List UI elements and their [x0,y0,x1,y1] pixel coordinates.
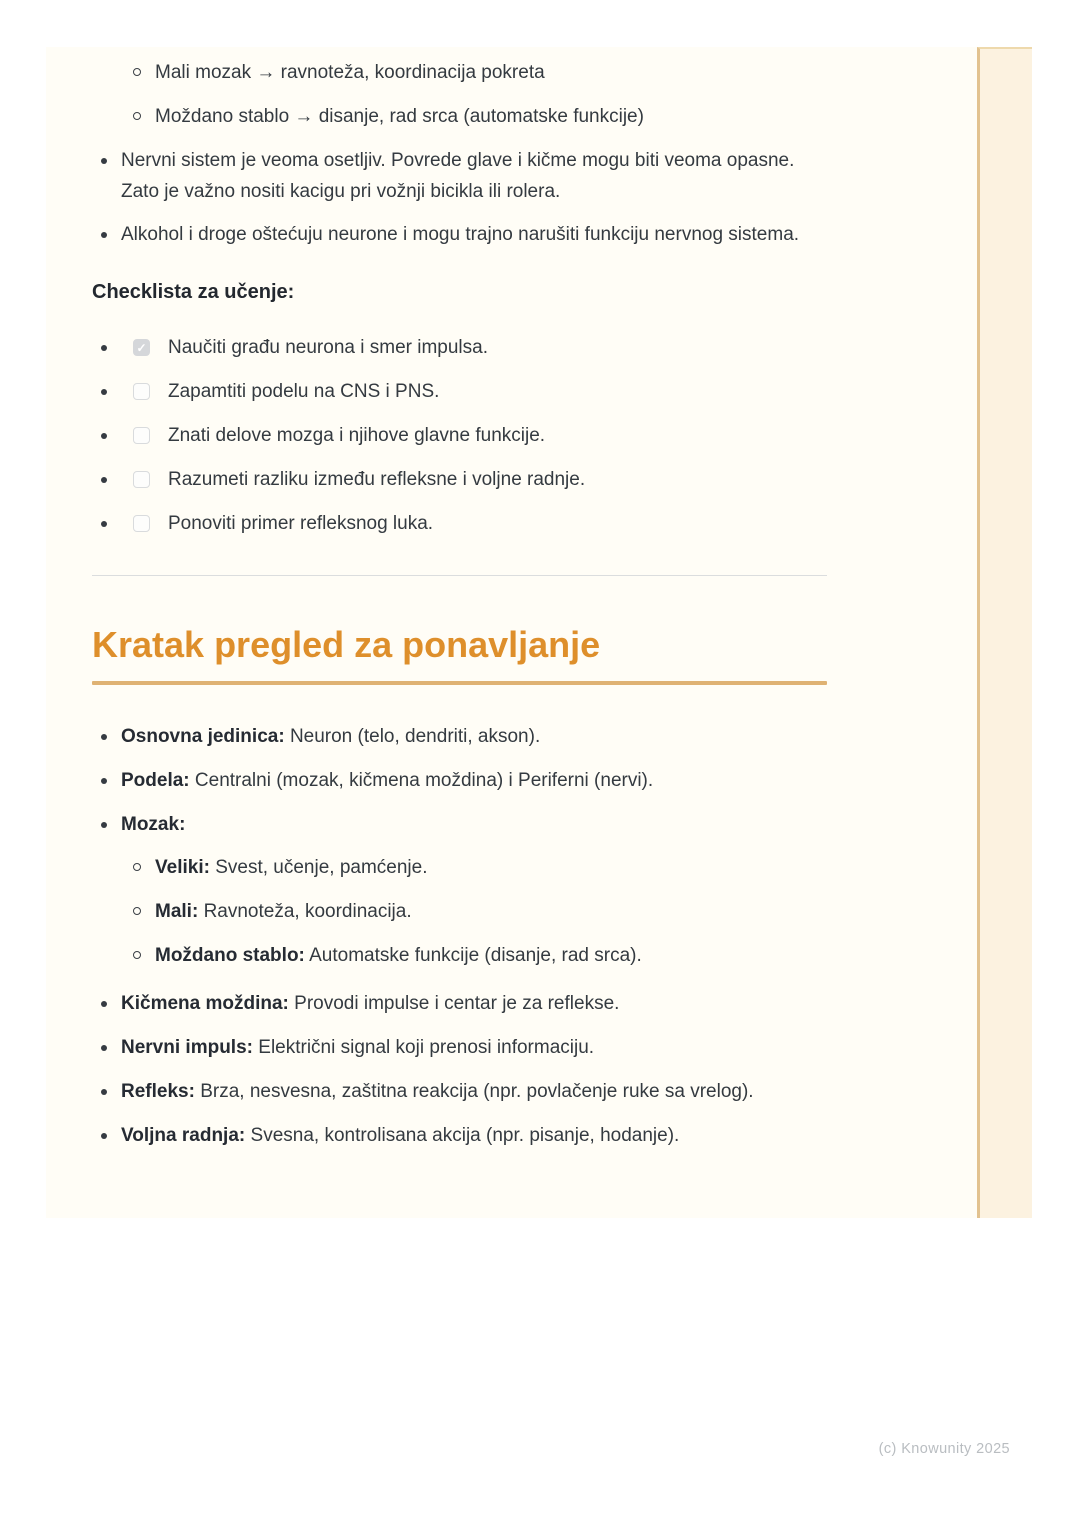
term-label: Voljna radnja: [121,1125,246,1146]
bullet-dot-icon [101,822,107,828]
list-item-text [121,765,653,796]
checklist-item-label: Razumeti razliku između refleksne i voljne radnje. [168,469,586,490]
term-label: Osnovna jedinica: [121,726,285,747]
term-definition: Automatske funkcije (disanje, rad srca). [309,945,642,966]
list-item-text [121,1120,679,1151]
bullet-dot-icon [101,778,107,784]
list-item-text [121,809,185,840]
list-item-text [121,1076,754,1107]
bullet-dot-icon [101,158,107,164]
list-item [92,1032,827,1063]
page-content [46,47,827,1151]
list-item [92,940,827,971]
bullet-dot-icon [101,1001,107,1007]
checkbox[interactable] [133,339,150,356]
checklist-item-label: Znati delove mozga i njihove glavne funkcije. [168,425,546,446]
copyright-footer: (c) Knowunity 2025 [878,1441,1010,1457]
term-label: Moždano stablo: [155,945,305,966]
bullet-dot-icon [101,1089,107,1095]
circle-bullet-icon [133,951,141,959]
checklist-item [92,508,827,539]
term-definition: Brza, nesvesna, zaštitna reakcija (npr. povlačenje ruke sa vrelog). [200,1081,754,1102]
circle-bullet-icon [133,907,141,915]
term-definition: Svesna, kontrolisana akcija (npr. pisanje, hodanje). [250,1125,680,1146]
bullet-dot-icon [101,1045,107,1051]
term-label: Podela: [121,770,190,791]
checklist-item-label: Zapamtiti podelu na CNS i PNS. [168,381,440,402]
list-item-text: Alkohol i droge oštećuju neurone i mogu trajno narušiti funkciju nervnog sistema. [121,224,800,245]
list-item [92,809,827,840]
checkbox[interactable] [133,427,150,444]
term-label: Mali: [155,901,199,922]
term-label: Veliki: [155,857,210,878]
checkmark-icon: ✓ [136,340,147,355]
list-item-text [155,940,642,971]
section-heading: Kratak pregled za ponavljanje [92,624,601,665]
list-item-text [155,896,412,927]
term-label: Refleks: [121,1081,195,1102]
circle-bullet-icon [133,863,141,871]
list-item [92,765,827,796]
summary-sub-list [92,852,827,971]
term-definition: Svest, učenje, pamćenje. [215,857,428,878]
term-definition: Električni signal koji prenosi informaciju. [258,1037,595,1058]
list-item [92,721,827,752]
list-item-text: Nervni sistem je veoma osetljiv. Povrede glave i kičme mogu biti veoma opasne. Zato je važno nositi kacigu pri vožnji bicikla ili rolera. [121,150,795,202]
list-item [92,219,827,250]
circle-bullet-icon [133,68,141,76]
term-definition: Provodi impulse i centar je za reflekse. [294,993,620,1014]
list-item [92,101,827,132]
section-divider [92,575,827,576]
list-item-text: Mali mozak → ravnoteža, koordinacija pokreta [155,62,545,83]
checkbox[interactable] [133,515,150,532]
list-item [92,1120,827,1151]
bullet-dot-icon [101,521,107,527]
bullet-dot-icon [101,433,107,439]
list-item [92,145,827,207]
term-definition: Centralni (mozak, kičmena moždina) i Periferni (nervi). [194,770,654,791]
checklist-item [92,332,827,363]
list-item [92,852,827,883]
list-item-text [155,852,428,883]
list-item [92,1076,827,1107]
term-definition: Ravnoteža, koordinacija. [203,901,412,922]
page-edge-stripe [977,47,1032,1218]
bullet-dot-icon [101,477,107,483]
checklist-item [92,420,827,451]
checklist-title: Checklista za učenje: [92,281,295,303]
bullet-dot-icon [101,389,107,395]
list-item-text [121,721,540,752]
heading-underline [92,681,827,685]
term-label: Mozak: [121,814,186,835]
term-label: Nervni impuls: [121,1037,253,1058]
checkbox[interactable] [133,471,150,488]
checklist-item-label: Naučiti građu neurona i smer impulsa. [168,337,488,358]
list-item [92,896,827,927]
list-item [92,988,827,1019]
term-definition: Neuron (telo, dendriti, akson). [289,726,541,747]
checklist-item [92,376,827,407]
list-item [92,57,827,88]
document-page [46,47,1032,1218]
checklist-item [92,464,827,495]
list-item-text [121,1032,594,1063]
checkbox[interactable] [133,383,150,400]
bullet-dot-icon [101,232,107,238]
term-label: Kičmena moždina: [121,993,289,1014]
list-item-text [121,988,619,1019]
bullet-dot-icon [101,734,107,740]
summary-list [92,721,827,1151]
list-item-text: Moždano stablo → disanje, rad srca (automatske funkcije) [155,106,644,127]
checklist-item-label: Ponoviti primer refleksnog luka. [168,513,434,534]
circle-bullet-icon [133,112,141,120]
bullet-dot-icon [101,1133,107,1139]
bullet-dot-icon [101,345,107,351]
